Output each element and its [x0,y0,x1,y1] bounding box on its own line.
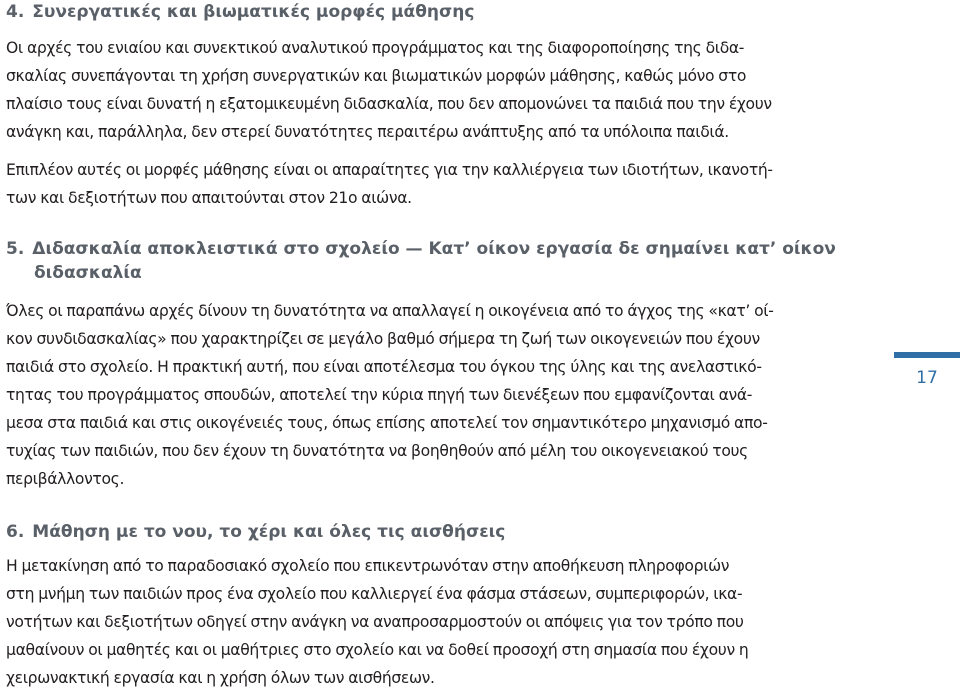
text-line: μαθαίνουν οι μαθητές και οι μαθήτριες στο σχολείο και να δοθεί προσοχή στη σημασία που έχουν η [6,641,749,659]
page-number-marker [894,352,960,388]
text-line: τυχίας των παιδιών, που δεν έχουν τη δυνατότητα να βοηθηθούν από μέλη του οικογενειακού τους [6,442,748,460]
text-line: τητας του προγράμματος σπουδών, αποτελεί την κύρια πηγή των διενέξεων που εμφανίζονται ανά- [6,386,753,404]
page-number: 17 [916,368,938,388]
text-line: πλαίσιο τους είναι δυνατή η εξατομικευμένη διδασκαλία, που δεν απομονώνει τα παιδιά που την έχουν [6,95,772,113]
section-4-paragraph-2 [6,156,836,212]
text-line: σκαλίας συνεπάγονται τη χρήση συνεργατικών και βιωματικών μορφών μάθησης, καθώς μόνο στο [6,67,747,85]
text-line: χειρωνακτική εργασία και η χρήση όλων των αισθήσεων. [6,669,435,687]
section-5-title-line-2: διδασκαλία [34,263,142,283]
text-line: νοτήτων και δεξιοτήτων οδηγεί στην ανάγκη να αναπροσαρμοστούν οι απόψεις για τον τρόπο που [6,613,744,631]
text-line: στη μνήμη των παιδιών προς ένα σχολείο που καλλιεργεί ένα φάσμα στάσεων, συμπεριφορών, ικα- [6,585,743,603]
section-4-number: 4. [6,2,25,22]
text-line: μεσα στα παιδιά και στις οικογένειές τους, όπως επίσης αποτελεί τον σημαντικότερο μηχανισμό απο- [6,414,768,432]
text-line: Όλες οι παραπάνω αρχές δίνουν τη δυνατότητα να απαλλαγεί η οικογένεια από το άγχος της «κατ’ οί- [6,302,774,320]
section-6-title: Μάθηση με το νου, το χέρι και όλες τις αισθήσεις [32,522,506,542]
section-5-paragraph-1 [6,297,836,493]
section-6-heading [6,520,505,544]
section-6-number: 6. [6,522,25,542]
text-line: Επιπλέον αυτές οι μορφές μάθησης είναι οι απαραίτητες για την καλλιέργεια των ιδιοτήτων, ικανοτή- [6,161,773,179]
section-6-paragraph-1 [6,552,836,692]
text-line: Οι αρχές του ενιαίου και συνεκτικού αναλυτικού προγράμματος και της διαφοροποίησης της διδα- [6,39,745,57]
text-line: κον συνδιδασκαλίας» που χαρακτηρίζει σε μεγάλο βαθμό σήμερα τη ζωή των οικογενειών που έχουν [6,330,760,348]
text-line: των και δεξιοτήτων που απαιτούνται στον 21ο αιώνα. [6,189,412,207]
text-line: Η μετακίνηση από το παραδοσιακό σχολείο που επικεντρωνόταν στην αποθήκευση πληροφοριών [6,557,730,575]
section-5-heading [6,237,836,261]
section-5-number: 5. [6,239,25,259]
page-number-rule [894,352,960,358]
text-line: ανάγκη και, παράλληλα, δεν στερεί δυνατότητες περαιτέρω ανάπτυξης από τα υπόλοιπα παιδιά. [6,123,729,141]
text-line: παιδιά στο σχολείο. Η πρακτική αυτή, που είναι αποτέλεσμα του όγκου της ύλης και της ανελαστικό- [6,358,762,376]
section-5-title-line-1: Διδασκαλία αποκλειστικά στο σχολείο — Κατ’ οίκον εργασία δε σημαίνει κατ’ οίκον [32,239,836,259]
section-4-heading [6,0,474,24]
section-4-paragraph-1 [6,34,836,146]
text-line: περιβάλλοντος. [6,470,125,488]
section-4-title: Συνεργατικές και βιωματικές μορφές μάθησης [32,2,475,22]
section-5-heading-continued [34,261,142,285]
